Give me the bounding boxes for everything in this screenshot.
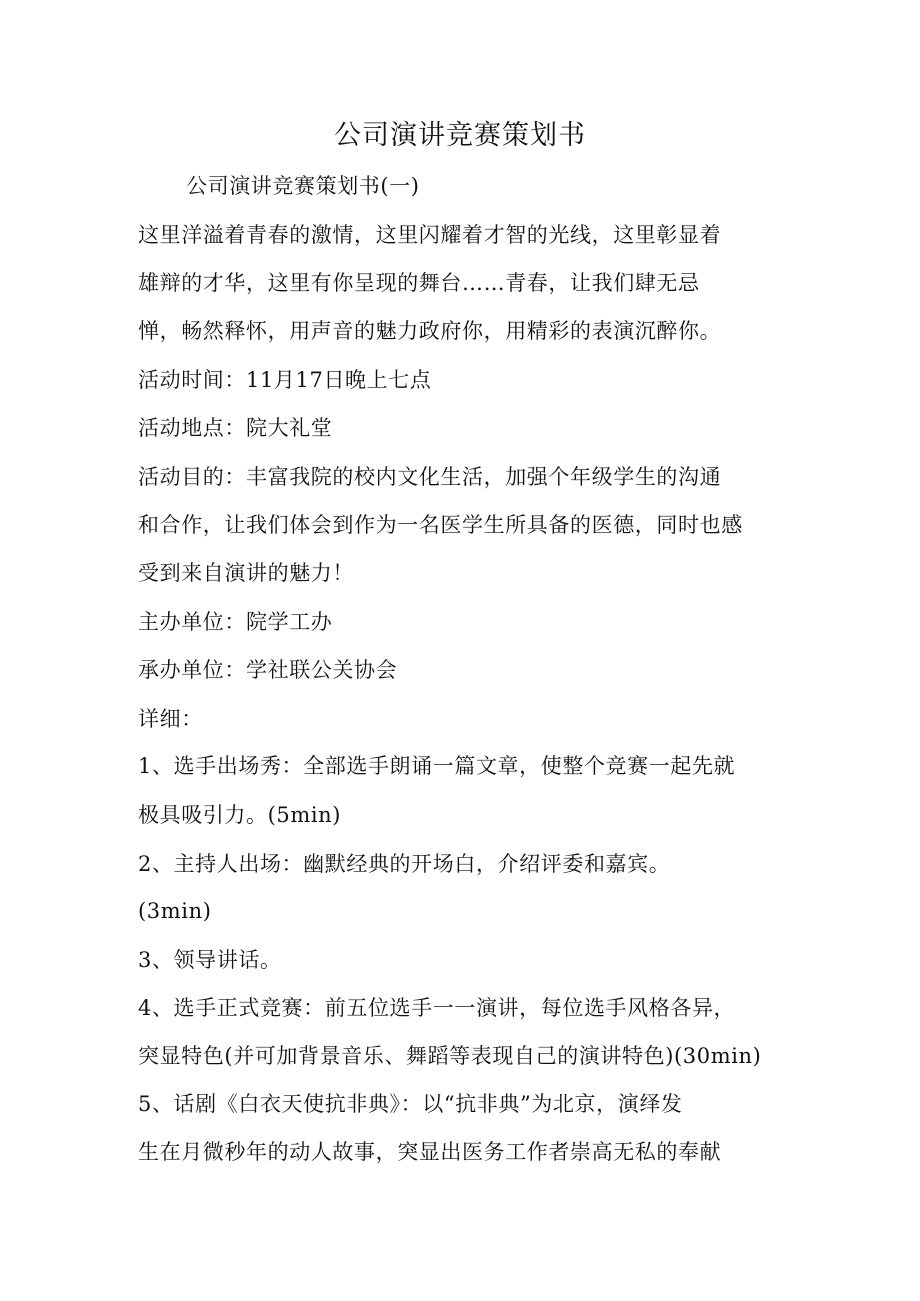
paragraph-line: 惮，畅然释怀，用声音的魅力政府你，用精彩的表演沉醉你。	[138, 319, 722, 343]
document-title: 公司演讲竞赛策划书	[334, 120, 586, 151]
list-item: 3、领导讲话。	[138, 948, 282, 972]
paragraph-line: 雄辩的才华，这里有你呈现的舞台……青春，让我们肆无忌	[138, 271, 700, 295]
list-item-continuation: 生在月微秒年的动人故事，突显出医务工作者崇高无私的奉献	[138, 1140, 722, 1164]
document-subtitle: 公司演讲竞赛策划书(一)	[186, 174, 420, 198]
details-heading: 详细：	[138, 707, 203, 731]
paragraph-line: 受到来自演讲的魅力！	[138, 561, 354, 585]
activity-location-line: 活动地点：院大礼堂	[138, 416, 333, 440]
co-organizer-line: 承办单位：学社联公关协会	[138, 658, 398, 682]
paragraph-line: 这里洋溢着青春的激情，这里闪耀着才智的光线，这里彰显着	[138, 223, 722, 247]
organizer-line: 主办单位：院学工办	[138, 610, 333, 634]
activity-purpose-line: 活动目的：丰富我院的校内文化生活，加强个年级学生的沟通	[138, 465, 722, 489]
list-item: 2、主持人出场：幽默经典的开场白，介绍评委和嘉宾。	[138, 852, 671, 876]
list-item-continuation: 突显特色(并可加背景音乐、舞蹈等表现自己的演讲特色)(30min)	[138, 1044, 762, 1068]
paragraph-line: 和合作，让我们体会到作为一名医学生所具备的医德，同时也感	[138, 513, 743, 537]
list-item-continuation: 极具吸引力。(5min)	[138, 803, 342, 827]
list-item: 1、选手出场秀：全部选手朗诵一篇文章，使整个竞赛一起先就	[138, 754, 736, 778]
activity-time-line: 活动时间：11月17日晚上七点	[138, 368, 432, 392]
list-item-continuation: (3min)	[138, 899, 212, 923]
list-item: 4、选手正式竞赛：前五位选手一一演讲，每位选手风格各异，	[138, 996, 736, 1020]
list-item: 5、话剧《白衣天使抗非典》：以“抗非典”为北京，演绎发	[138, 1092, 683, 1116]
